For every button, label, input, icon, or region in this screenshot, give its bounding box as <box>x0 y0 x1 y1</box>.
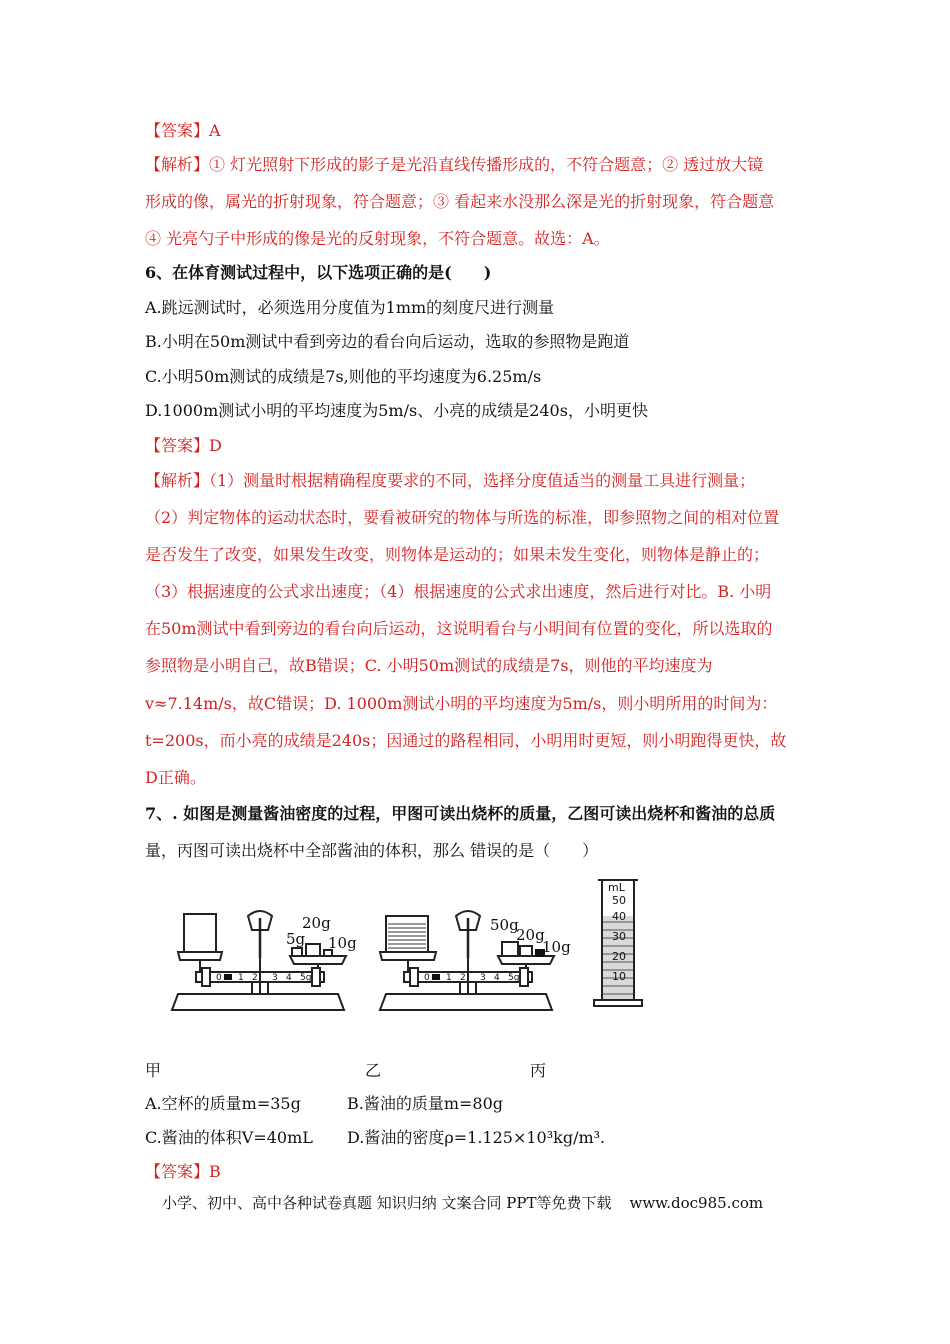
q6-answer: 【答案】D <box>145 436 222 455</box>
scale-tick: 2 <box>252 973 258 983</box>
footer-url[interactable]: www.doc985.com <box>629 1194 764 1212</box>
scale-tick: 4 <box>286 973 292 983</box>
figure-caption-yi: 乙 <box>365 1061 382 1080</box>
footer-text: 小学、初中、高中各种试卷真题 知识归纳 文案合同 PPT等免费下载 <box>162 1194 612 1212</box>
q6-option-c: C.小明50m测试的成绩是7s,则他的平均速度为6.25m/s <box>145 367 542 386</box>
scale-tick: 1 <box>446 973 452 983</box>
q6-analysis-line: 参照物是小明自己，故B错误；C. 小明50m测试的成绩是7s，则他的平均速度为 <box>145 656 713 675</box>
figure-caption-jia: 甲 <box>145 1061 162 1080</box>
cylinder-tick: 20 <box>612 950 626 963</box>
q6-analysis-line: D正确。 <box>145 768 206 787</box>
q7-option-a: A.空杯的质量m=35g <box>145 1094 301 1113</box>
cylinder-tick: 30 <box>612 930 626 943</box>
q6-analysis-line: 【解析】（1）测量时根据精确程度要求的不同，选择分度值适当的测量工具进行测量； <box>145 471 756 490</box>
weight-label: 10g <box>328 934 357 952</box>
cylinder-unit: mL <box>608 881 625 894</box>
q5-answer: 【答案】A <box>145 121 221 140</box>
page-footer <box>162 1192 763 1213</box>
scale-tick: 5g <box>508 973 520 983</box>
q6-analysis-line: 是否发生了改变，如果发生改变，则物体是运动的；如果未发生变化，则物体是静止的； <box>145 545 770 564</box>
q5-analysis-line: 【解析】① 灯光照射下形成的影子是光沿直线传播形成的，不符合题意；② 透过放大镜 <box>145 155 764 174</box>
q7-option-b: B.酱油的质量m=80g <box>347 1094 504 1113</box>
scale-tick: 5g <box>300 973 312 983</box>
weight-label: 20g <box>516 926 545 944</box>
weight-label: 5g <box>286 930 306 948</box>
cylinder-tick: 10 <box>612 970 626 983</box>
cylinder-tick: 50 <box>612 894 626 907</box>
scale-tick: 3 <box>272 973 278 983</box>
cylinder-tick: 40 <box>612 910 626 923</box>
scale-tick: 1 <box>238 973 244 983</box>
q7-stem: 7、. 如图是测量酱油密度的过程，甲图可读出烧杯的质量，乙图可读出烧杯和酱油的总质 <box>145 804 776 823</box>
scale-tick: 2 <box>460 973 466 983</box>
q7-option-d: D.酱油的密度ρ=1.125×10³kg/m³. <box>347 1128 606 1147</box>
balance-figure-yi <box>376 898 576 1020</box>
q7-option-c: C.酱油的体积V=40mL <box>145 1128 313 1147</box>
q6-option-a: A.跳远测试时，必须选用分度值为1mm的刻度尺进行测量 <box>145 298 555 317</box>
figure-caption-bing: 丙 <box>530 1061 547 1080</box>
weight-label: 50g <box>490 916 519 934</box>
scale-tick: 0 <box>216 973 222 983</box>
q6-stem: 6、在体育测试过程中，以下选项正确的是( ) <box>145 263 492 282</box>
balance-figure-jia <box>168 898 368 1020</box>
q6-analysis-line: t=200s，而小亮的成绩是240s；因通过的路程相同，小明用时更短，则小明跑得更快，故 <box>145 731 787 750</box>
q7-answer: 【答案】B <box>145 1162 221 1181</box>
q6-analysis-line: （3）根据速度的公式求出速度；（4）根据速度的公式求出速度，然后进行对比。B. 小明 <box>145 582 772 601</box>
scale-tick: 4 <box>494 973 500 983</box>
q6-analysis-line: v≈7.14m/s，故C错误；D. 1000m测试小明的平均速度为5m/s，则小明所用的时间为： <box>145 694 778 713</box>
q6-analysis-line: （2）判定物体的运动状态时，要看被研究的物体与所选的标准，即参照物之间的相对位置 <box>145 508 780 527</box>
scale-tick: 3 <box>480 973 486 983</box>
q5-analysis-line: ④ 光亮勺子中形成的像是光的反射现象，不符合题意。故选：A。 <box>145 229 610 248</box>
q5-analysis-line: 形成的像，属光的折射现象，符合题意；③ 看起来水没那么深是光的折射现象，符合题意 <box>145 192 775 211</box>
q6-analysis-line: 在50m测试中看到旁边的看台向后运动，这说明看台与小明间有位置的变化，所以选取的 <box>145 619 773 638</box>
weight-label: 20g <box>302 914 331 932</box>
scale-tick: 0 <box>424 973 430 983</box>
q6-option-d: D.1000m测试小明的平均速度为5m/s、小亮的成绩是240s，小明更快 <box>145 401 648 420</box>
q7-stem: 量，丙图可读出烧杯中全部酱油的体积，那么 错误的是（ ） <box>145 841 599 860</box>
weight-label: 10g <box>542 938 571 956</box>
graduated-cylinder-figure <box>590 872 646 1010</box>
q6-option-b: B.小明在50m测试中看到旁边的看台向后运动，选取的参照物是跑道 <box>145 332 630 351</box>
